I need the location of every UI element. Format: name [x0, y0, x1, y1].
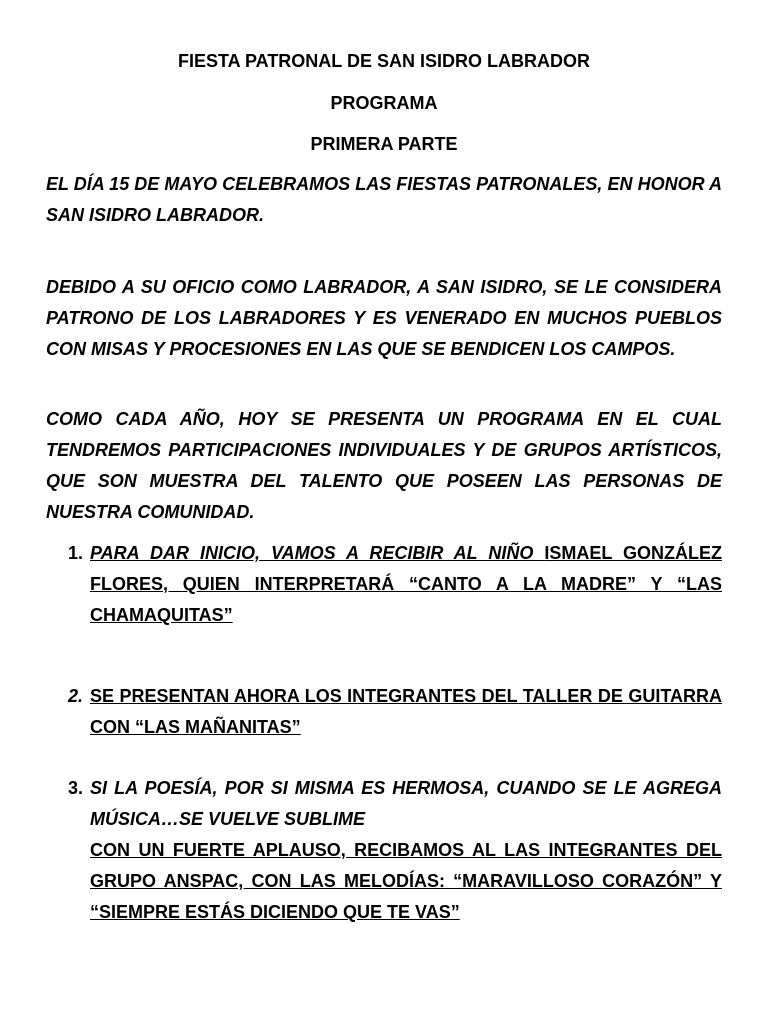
- program-item-3: [46, 773, 722, 928]
- item-number: 2.: [68, 686, 84, 706]
- programa-paragraph: COMO CADA AÑO, HOY SE PRESENTA UN PROGRAMA EN EL CUAL TENDREMOS PARTICIPACIONES INDIVIDUALES Y DE GRUPOS ARTÍSTICOS, QUE SON MUESTRA DEL TALENTO QUE POSEEN LAS PERSONAS DE NUESTRA COMUNIDAD.: [46, 409, 722, 522]
- item-intro-text: SI LA POESÍA, POR SI MISMA ES HERMOSA, CUANDO SE LE AGREGA MÚSICA…SE VUELVE SUBLIME: [90, 778, 722, 829]
- item-announcement-text: CON UN FUERTE APLAUSO, RECIBAMOS AL LAS INTEGRANTES DEL GRUPO ANSPAC, CON LAS MELODÍAS: “MARAVILLOSO CORAZÓN” Y “SIEMPRE ESTÁS DICIENDO QUE TE VAS”: [90, 840, 722, 922]
- item-text: [90, 773, 722, 928]
- item-number: 3.: [68, 778, 84, 798]
- item-text: [90, 538, 722, 631]
- program-item-1: [46, 538, 722, 631]
- item-text-italic-part: PARA DAR INICIO, VAMOS A RECIBIR AL NIÑO: [90, 543, 545, 563]
- program-item-2: [46, 681, 722, 743]
- item-text: SE PRESENTAN AHORA LOS INTEGRANTES DEL TALLER DE GUITARRA CON “LAS MAÑANITAS”: [90, 686, 722, 737]
- item-number: 1.: [68, 543, 84, 563]
- document-title: FIESTA PATRONAL DE SAN ISIDRO LABRADOR: [177, 51, 590, 71]
- item-text-regular-part: ISMAEL GONZÁLEZ FLORES, QUIEN INTERPRETARÁ “CANTO A LA MADRE” Y “LAS CHAMAQUITAS”: [90, 543, 722, 625]
- intro-paragraph: EL DÍA 15 DE MAYO CELEBRAMOS LAS FIESTAS PATRONALES, EN HONOR A SAN ISIDRO LABRADOR.: [46, 174, 722, 225]
- section-heading: PRIMERA PARTE: [310, 134, 458, 154]
- oficio-paragraph: DEBIDO A SU OFICIO COMO LABRADOR, A SAN ISIDRO, SE LE CONSIDERA PATRONO DE LOS LABRADORES Y ES VENERADO EN MUCHOS PUEBLOS CON MISAS Y PROCESIONES EN LAS QUE SE BENDICEN LOS CAMPOS.: [46, 277, 722, 359]
- document-subtitle: PROGRAMA: [330, 93, 438, 113]
